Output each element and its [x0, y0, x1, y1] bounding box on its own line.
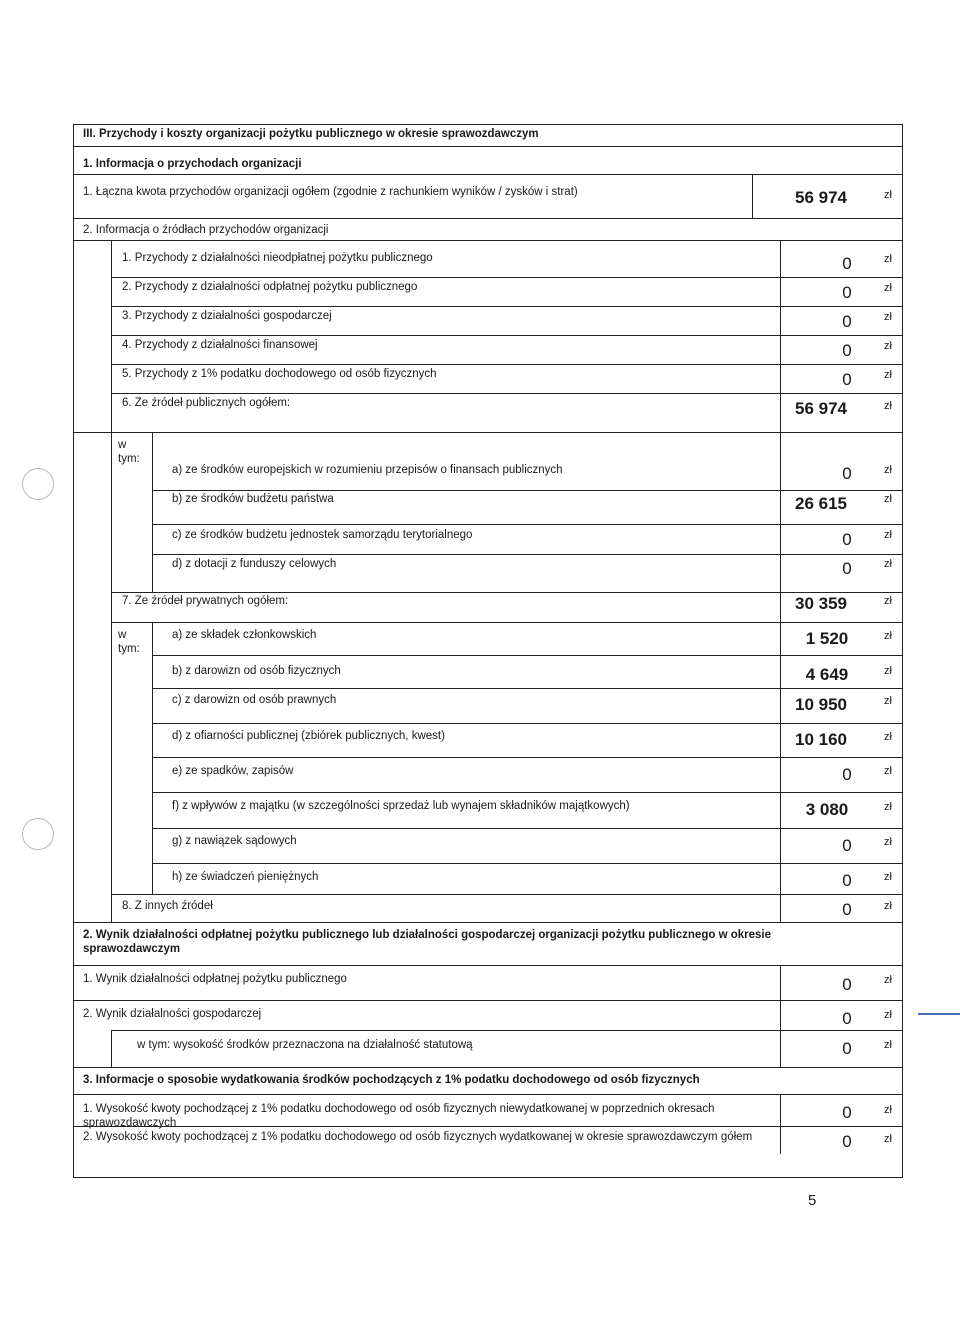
- rule: [152, 490, 903, 491]
- currency-label: zł: [884, 974, 892, 986]
- rule: [152, 524, 903, 525]
- punch-hole-top: [22, 468, 54, 500]
- private-row-value: 1 520: [805, 629, 849, 648]
- private-row-label: b) z darowizn od osób fizycznych: [172, 665, 341, 677]
- public-row-value: 0: [842, 559, 852, 578]
- value-divider: [780, 1094, 781, 1154]
- rule: [152, 554, 903, 555]
- w-tym-label: w tym:: [118, 439, 140, 465]
- public-row-value: 0: [842, 464, 852, 483]
- rule: [111, 622, 903, 623]
- w-tym-label: w tym:: [118, 629, 140, 655]
- page-number: 5: [808, 1192, 817, 1209]
- private-row-value: 0: [842, 836, 852, 855]
- rule: [152, 688, 903, 689]
- private-sources-total-value: 30 359: [795, 594, 847, 613]
- result-row-value: 0: [842, 1009, 852, 1028]
- rule: [73, 1094, 903, 1095]
- private-row-label: d) z ofiarności publicznej (zbiórek publicznych, kwest): [172, 730, 445, 742]
- public-row-label: c) ze środków budżetu jednostek samorządu terytorialnego: [172, 529, 473, 541]
- rule: [73, 146, 903, 147]
- currency-label: zł: [884, 340, 892, 352]
- currency-label: zł: [884, 253, 892, 265]
- private-sources-total-label: 7. Ze źródeł prywatnych ogółem:: [122, 595, 289, 607]
- frame-bottom: [73, 1177, 903, 1178]
- currency-label: zł: [884, 731, 892, 743]
- rule: [111, 592, 903, 593]
- currency-label: zł: [884, 765, 892, 777]
- currency-label: zł: [884, 836, 892, 848]
- subindent-line: [152, 622, 153, 894]
- rule: [111, 894, 903, 895]
- one-percent-section-title: 3. Informacje o sposobie wydatkowania środków pochodzących z 1% podatku dochodowego od osób fizycznych: [83, 1074, 700, 1086]
- private-row-label: a) ze składek członkowskich: [172, 629, 317, 641]
- currency-label: zł: [884, 1104, 892, 1116]
- one-percent-row-value: 0: [842, 1132, 852, 1151]
- currency-label: zł: [884, 900, 892, 912]
- currency-label: zł: [884, 630, 892, 642]
- rule: [111, 393, 903, 394]
- currency-label: zł: [884, 801, 892, 813]
- source-row-label: 4. Przychody z działalności finansowej: [122, 339, 318, 351]
- edge-mark: [918, 1013, 960, 1015]
- currency-label: zł: [884, 189, 892, 201]
- indent-line: [111, 592, 112, 922]
- currency-label: zł: [884, 493, 892, 505]
- private-row-value: 10 160: [795, 730, 847, 749]
- private-row-label: h) ze świadczeń pieniężnych: [172, 871, 319, 883]
- public-sources-total-label: 6. Ze źródeł publicznych ogółem:: [122, 397, 291, 409]
- public-row-label: a) ze środków europejskich w rozumieniu przepisów o finansach publicznych: [172, 464, 563, 476]
- other-sources-value: 0: [842, 900, 852, 919]
- currency-label: zł: [884, 595, 892, 607]
- one-percent-row-label: 2. Wysokość kwoty pochodzącej z 1% podatku dochodowego od osób fizycznych wydatkowanej w okresie sprawozdawczym gółem: [83, 1131, 753, 1143]
- currency-label: zł: [884, 464, 892, 476]
- source-row-label: 2. Przychody z działalności odpłatnej pożytku publicznego: [122, 281, 418, 293]
- private-row-value: 4 649: [805, 665, 849, 684]
- public-row-value: 0: [842, 530, 852, 549]
- private-row-label: e) ze spadków, zapisów: [172, 765, 294, 777]
- private-row-label: c) z darowizn od osób prawnych: [172, 694, 337, 706]
- income-info-title: 1. Informacja o przychodach organizacji: [83, 158, 302, 170]
- rule: [73, 1126, 903, 1127]
- frame-left: [73, 124, 74, 1178]
- rule: [111, 335, 903, 336]
- total-income-value: 56 974: [795, 188, 847, 207]
- source-row-value: 0: [842, 312, 852, 331]
- rule: [152, 863, 903, 864]
- private-row-value: 3 080: [805, 800, 849, 819]
- source-row-value: 0: [842, 283, 852, 302]
- currency-label: zł: [884, 1039, 892, 1051]
- currency-label: zł: [884, 282, 892, 294]
- source-row-label: 3. Przychody z działalności gospodarczej: [122, 310, 332, 322]
- currency-label: zł: [884, 529, 892, 541]
- source-row-label: 1. Przychody z działalności nieodpłatnej pożytku publicznego: [122, 252, 433, 264]
- one-percent-row-value: 0: [842, 1103, 852, 1122]
- rule: [111, 306, 903, 307]
- result-row-label: 1. Wynik działalności odpłatnej pożytku publicznego: [83, 973, 347, 985]
- rule: [152, 792, 903, 793]
- rule: [73, 432, 903, 433]
- rule: [73, 965, 903, 966]
- public-row-label: d) z dotacji z funduszy celowych: [172, 558, 337, 570]
- currency-label: zł: [884, 1133, 892, 1145]
- currency-label: zł: [884, 311, 892, 323]
- result-section-title: 2. Wynik działalności odpłatnej pożytku publicznego lub działalności gospodarczej organizacji pożytku publicznego w okresie sprawozdawczym: [83, 929, 771, 955]
- value-divider: [780, 965, 781, 1067]
- section-title: III. Przychody i koszty organizacji pożytku publicznego w okresie sprawozdawczym: [83, 128, 539, 140]
- source-row-label: 5. Przychody z 1% podatku dochodowego od osób fizycznych: [122, 368, 437, 380]
- one-percent-row-label: 1. Wysokość kwoty pochodzącej z 1% podatku dochodowego od osób fizycznych niewydatkowanej w poprzednich okresach sprawozdawczych: [83, 1103, 715, 1129]
- source-row-value: 0: [842, 254, 852, 273]
- frame-top: [73, 124, 903, 125]
- rule: [73, 1067, 903, 1068]
- rule: [152, 757, 903, 758]
- indent-line: [111, 432, 112, 592]
- rule: [152, 655, 903, 656]
- other-sources-label: 8. Z innych źródeł: [122, 900, 213, 912]
- rule: [73, 922, 903, 923]
- currency-label: zł: [884, 695, 892, 707]
- subindent-line: [152, 432, 153, 592]
- rule: [111, 277, 903, 278]
- currency-label: zł: [884, 1009, 892, 1021]
- frame-right: [902, 124, 903, 1178]
- rule: [73, 240, 903, 241]
- private-row-label: f) z wpływów z majątku (w szczególności sprzedaż lub wynajem składników majątkowych): [172, 800, 630, 812]
- punch-hole-bottom: [22, 818, 54, 850]
- indent-line: [111, 1030, 112, 1067]
- public-sources-total-value: 56 974: [795, 399, 847, 418]
- public-row-value: 26 615: [795, 494, 847, 513]
- currency-label: zł: [884, 871, 892, 883]
- rule: [152, 723, 903, 724]
- result-row-value: 0: [842, 975, 852, 994]
- rule: [111, 1030, 903, 1031]
- rule: [73, 1000, 903, 1001]
- income-sources-label: 2. Informacja o źródłach przychodów organizacji: [83, 224, 329, 236]
- source-row-value: 0: [842, 341, 852, 360]
- private-row-value: 10 950: [795, 695, 847, 714]
- total-income-label: 1. Łączna kwota przychodów organizacji ogółem (zgodnie z rachunkiem wyników / zysków i strat): [83, 186, 578, 198]
- currency-label: zł: [884, 558, 892, 570]
- rule: [152, 828, 903, 829]
- indent-line: [111, 240, 112, 432]
- currency-label: zł: [884, 369, 892, 381]
- source-row-value: 0: [842, 370, 852, 389]
- result-statutory-value: 0: [842, 1039, 852, 1058]
- rule: [73, 174, 903, 175]
- public-row-label: b) ze środków budżetu państwa: [172, 493, 334, 505]
- rule: [111, 364, 903, 365]
- rule: [73, 218, 903, 219]
- result-statutory-label: w tym: wysokość środków przeznaczona na działalność statutową: [137, 1039, 473, 1051]
- currency-label: zł: [884, 400, 892, 412]
- result-row-label: 2. Wynik działalności gospodarczej: [83, 1008, 262, 1020]
- private-row-value: 0: [842, 765, 852, 784]
- private-row-value: 0: [842, 871, 852, 890]
- private-row-label: g) z nawiązek sądowych: [172, 835, 297, 847]
- divider: [752, 174, 753, 218]
- currency-label: zł: [884, 665, 892, 677]
